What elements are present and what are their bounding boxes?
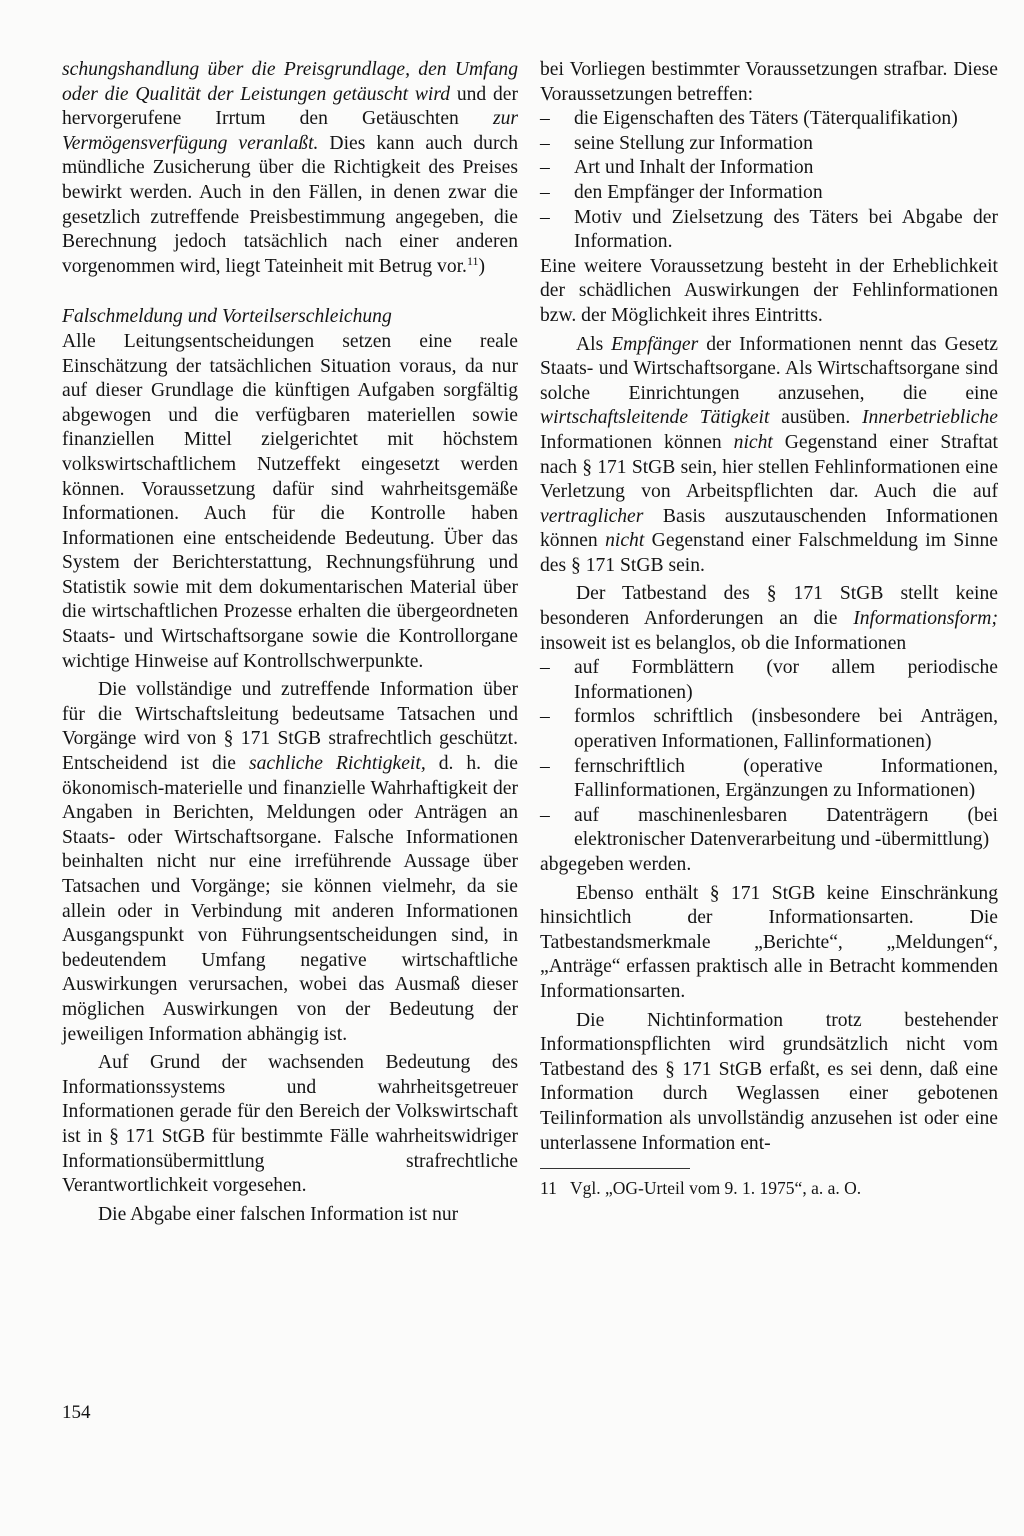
list-item: – Art und Inhalt der Information bbox=[540, 156, 998, 181]
paragraph-continuation: schungshandlung über die Preisgrundlage, den Umfang oder die Qualität der Leistungen getäuscht wird und der hervorgerufene Irrtum den Getäuschten zur Vermögensverfügung veranlaßt. Dies kann auch durch mündliche Zusicherung über die Richtigkeit des Preises bewirkt werden. Auch in den Fällen, in denen zwar die gesetzlich zutreffende Preisbestimmung angegeben, die Berechnung jedoch tatsächlich nach einer anderen vorgenommen wird, liegt Tateinheit mit Betrug vor.$^{11}$) bbox=[62, 59, 518, 277]
paragraph: abgegeben werden. bbox=[540, 854, 692, 875]
paragraph: Alle Leitungsentscheidungen setzen eine reale Einschätzung der tatsächlichen Situation voraus, da nur auf dieser Grundlage die künftigen Aufgaben sorgfältig abgewogen und die verfügbaren materiellen sowie finanziellen Mittel zielgerichtet mit höchstem volkswirtschaftlichem Nutzeffekt eingesetzt werden können. Voraussetzung dafür sind wahrheitsgemäße Informationen. Auch für die Kontrolle haben Informationen eine entscheidende Bedeutung. Über das System der Berichterstattung, Rechnungsführung und Statistik sowie mit dem dokumentarischen Material über die wirtschaftlichen Prozesse erhalten die übergeordneten Staats- und Wirtschaftsorgane sowie die Kontrollorgane wichtige Hinweise auf Kontrollschwerpunkte. bbox=[62, 330, 518, 672]
list-item: – seine Stellung zur Information bbox=[540, 132, 998, 157]
information-forms-list bbox=[540, 656, 998, 853]
footnote-divider bbox=[540, 1168, 690, 1169]
paragraph: Ebenso enthält § 171 StGB keine Einschränkung hinsichtlich der Informationsarten. Die Tatbestandsmerkmale „Berichte“, „Meldungen“, „Anträge“ erfassen praktisch alle in Betracht kommenden Informationsarten. bbox=[540, 882, 998, 1002]
list-item: – auf Formblättern (vor allem periodische Informationen) bbox=[540, 656, 998, 705]
list-item: – den Empfänger der Information bbox=[540, 181, 998, 206]
list-item: – formlos schriftlich (insbesondere bei Anträgen, operativen Informationen, Fallinformationen) bbox=[540, 705, 998, 754]
paragraph: Als Empfänger der Informationen nennt das Gesetz Staats- und Wirtschaftsorgane. Als Wirtschaftsorgane sind solche Einrichtungen anzusehen, die eine wirtschaftsleitende Tätigkeit ausüben. Innerbetriebliche Informationen können nicht Gegenstand einer Straftat nach § 171 StGB sein, hier stellen Fehlinformationen eine Verletzung von Arbeitspflichten dar. Auch die auf vertraglicher Basis auszutauschenden Informationen können nicht Gegenstand einer Falschmeldung im Sinne des § 171 StGB sein. bbox=[540, 333, 998, 576]
footnote-number: 11 bbox=[540, 1178, 557, 1199]
left-column bbox=[62, 58, 518, 1227]
requirements-list bbox=[540, 107, 998, 255]
footnote-ref[interactable]: 11 bbox=[466, 253, 479, 268]
footnote-text: Vgl. „OG-Urteil vom 9. 1. 1975“, a. a. O. bbox=[570, 1178, 862, 1199]
footnote bbox=[540, 1177, 998, 1199]
list-item: – Motiv und Zielsetzung des Täters bei Abgabe der Information. bbox=[540, 206, 998, 255]
paragraph: Der Tatbestand des § 171 StGB stellt keine besonderen Anforderungen an die Informationsform; insoweit ist es belanglos, ob die Informationen bbox=[540, 583, 998, 654]
list-item: – fernschriftlich (operative Informationen, Fallinformationen, Ergänzungen zu Informationen) bbox=[540, 755, 998, 804]
paragraph: Auf Grund der wachsenden Bedeutung des Informationssystems und wahrheitsgetreuer Informationen gerade für den Bereich der Volkswirtschaft ist in § 171 StGB für bestimmte Fälle wahrheitswidriger Informationsübermittlung strafrechtliche Verantwortlichkeit vorgesehen. bbox=[62, 1052, 518, 1197]
paragraph: Eine weitere Voraussetzung besteht in der Erheblichkeit der schädlichen Auswirkungen der Fehlinformationen bzw. der Möglichkeit ihres Eintritts. bbox=[540, 255, 998, 326]
right-column bbox=[540, 58, 998, 1199]
paragraph: Die vollständige und zutreffende Information über für die Wirtschaftsleitung bedeutsame Tatsachen und Vorgänge wird von § 171 StGB strafrechtlich geschützt. Entscheidend ist die sachliche Richtigkeit, d. h. die ökonomisch-materielle und finanzielle Wahrhaftigkeit der Angaben in Berichten, Meldungen oder Anträgen an Staats- oder Wirtschaftsorgane. Falsche Informationen beinhalten nicht nur eine irreführende Aussage über Tatsachen und Vorgänge; sie können vielmehr, da sie allein oder in Verbindung mit anderen Informationen Ausgangspunkt von Führungsentscheidungen sind, in bedeutendem Umfang negative wirtschaftliche Auswirkungen verursachen, wobei das Ausmaß dieser möglichen Auswirkungen von der Bedeutung der jeweiligen Information abhängig ist. bbox=[62, 679, 518, 1045]
page-number: 154 bbox=[62, 1402, 91, 1423]
paragraph-continuation: bei Vorliegen bestimmter Voraussetzungen strafbar. Diese Voraussetzungen betreffen: bbox=[540, 59, 998, 105]
paragraph: Die Nichtinformation trotz bestehender Informationspflichten wird grundsätzlich nicht vom Tatbestand des § 171 StGB erfaßt, es sei denn, daß eine Information durch Weglassen einer gebotenen Teilinformation als unvollständig anzusehen ist oder eine unterlassene Information ent- bbox=[540, 1009, 998, 1154]
section-heading: Falschmeldung und Vorteilserschleichung bbox=[62, 306, 392, 328]
list-item: – die Eigenschaften des Täters (Täterqualifikation) bbox=[540, 107, 998, 132]
paragraph: Die Abgabe einer falschen Information ist nur bbox=[98, 1203, 459, 1225]
list-item: – auf maschinenlesbaren Datenträgern (bei elektronischer Datenverarbeitung und -übermittlung) bbox=[540, 804, 998, 853]
